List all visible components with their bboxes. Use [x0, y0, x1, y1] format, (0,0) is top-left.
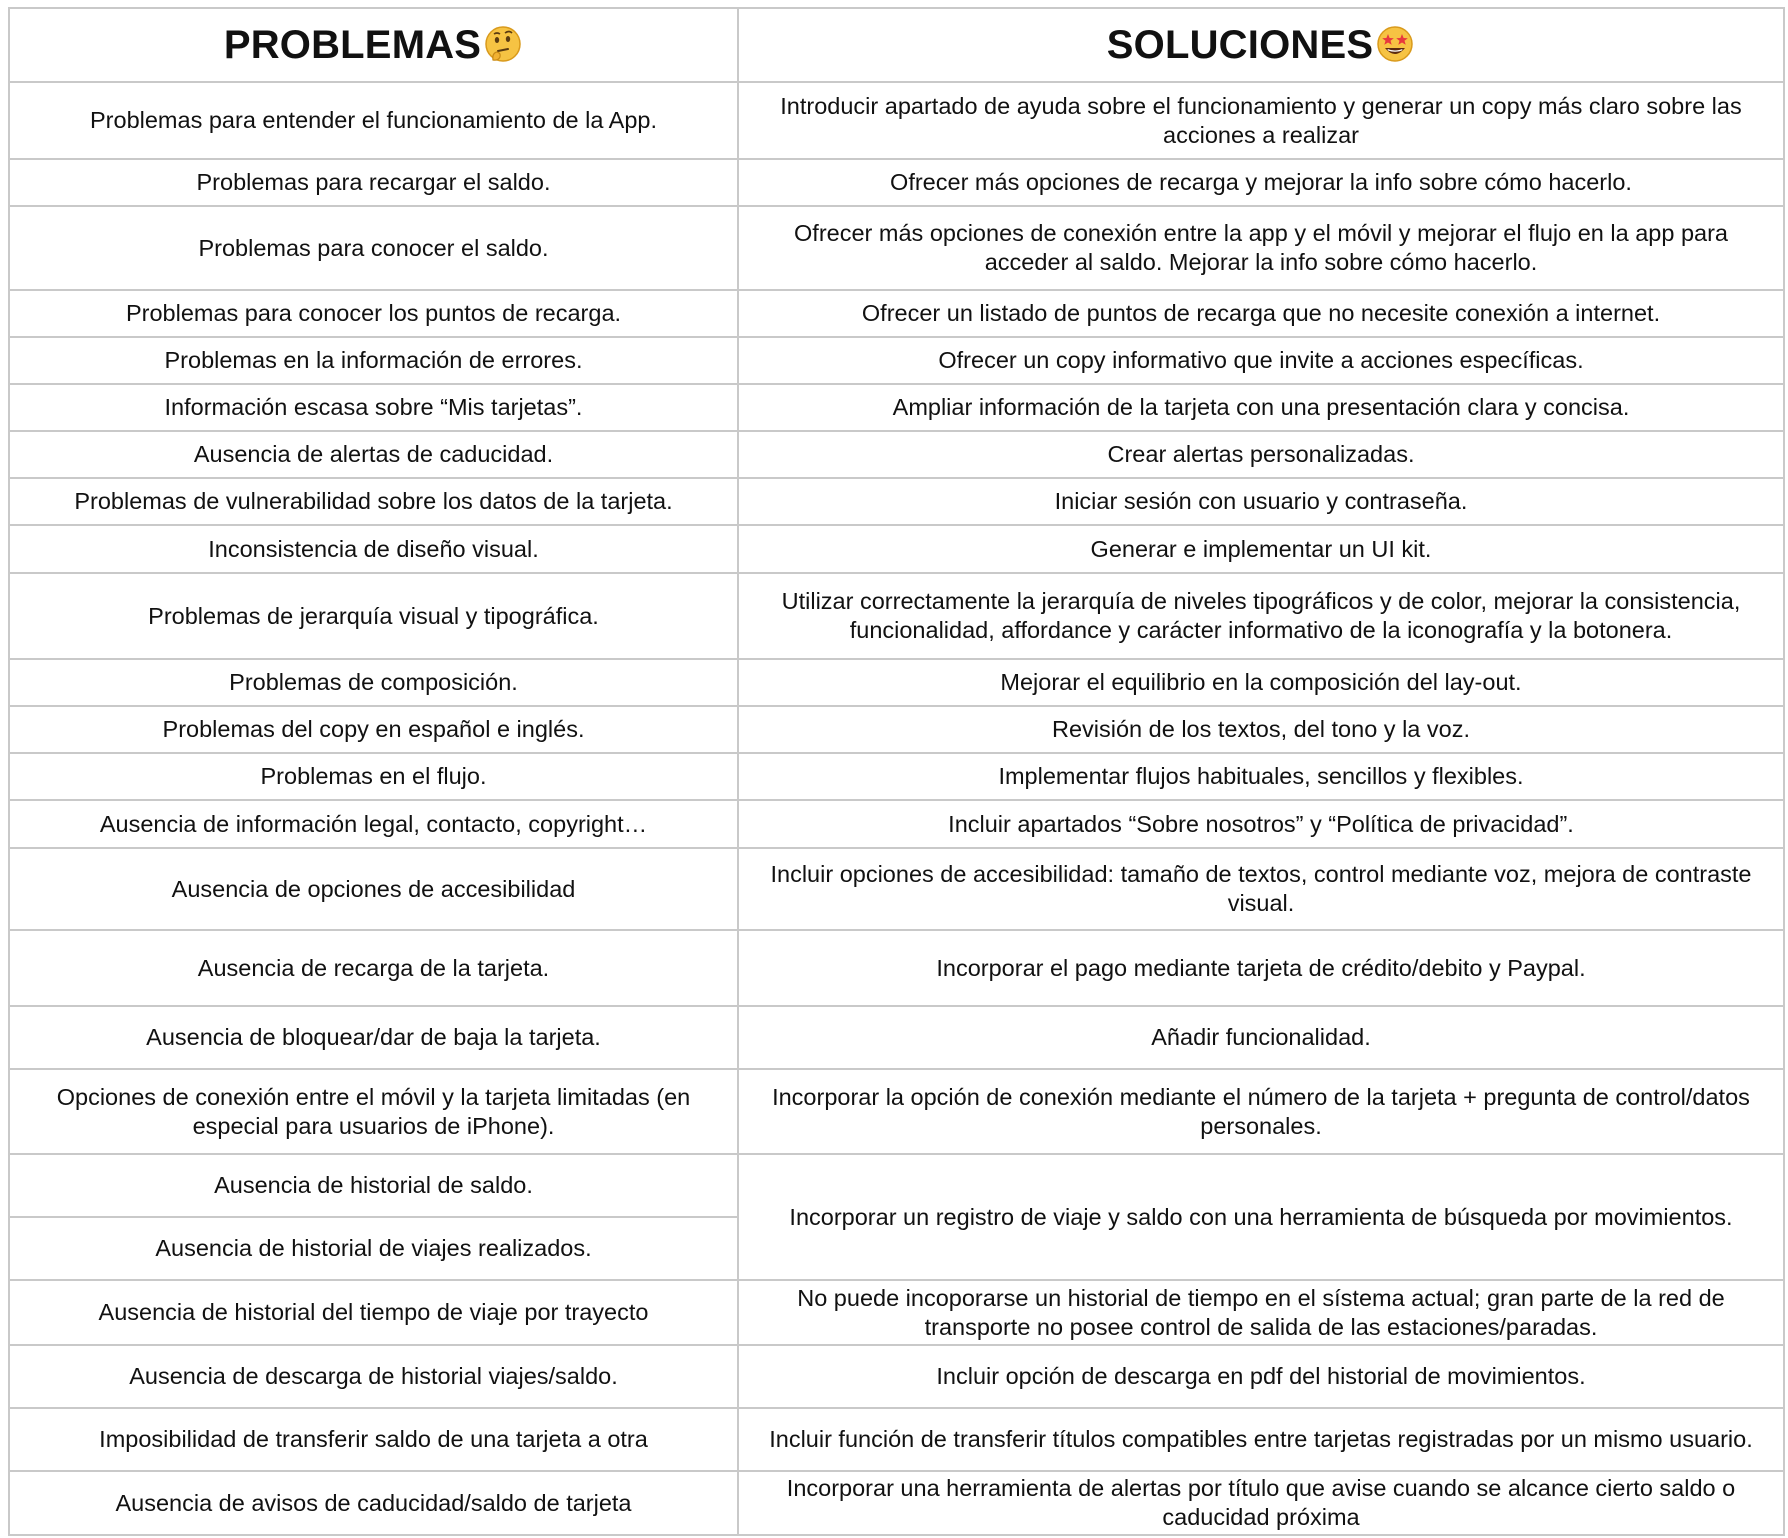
problems-solutions-table-container — [8, 7, 1783, 1536]
table-row — [9, 82, 1784, 159]
solution-cell: Incluir función de transferir títulos compatibles entre tarjetas registradas por un mismo usuario. — [738, 1408, 1784, 1471]
table-row — [9, 753, 1784, 800]
solution-cell: Ofrecer más opciones de recarga y mejorar la info sobre cómo hacerlo. — [738, 159, 1784, 206]
solution-cell: Ofrecer más opciones de conexión entre la app y el móvil y mejorar el flujo en la app para acceder al saldo. Mejorar la info sobre cómo hacerlo. — [738, 206, 1784, 290]
header-soluciones-label: SOLUCIONES — [1106, 23, 1374, 67]
problem-cell: Información escasa sobre “Mis tarjetas”. — [9, 384, 738, 431]
problem-cell: Problemas para recargar el saldo. — [9, 159, 738, 206]
solution-cell: No puede incoporarse un historial de tiempo en el sístema actual; gran parte de la red de transporte no posee control de salida de las estaciones/paradas. — [738, 1280, 1784, 1345]
solution-cell: Ofrecer un copy informativo que invite a acciones específicas. — [738, 337, 1784, 384]
problem-cell: Problemas en la información de errores. — [9, 337, 738, 384]
table-row — [9, 206, 1784, 290]
problem-cell: Ausencia de alertas de caducidad. — [9, 431, 738, 478]
solution-cell: Incorporar el pago mediante tarjeta de crédito/debito y Paypal. — [738, 930, 1784, 1006]
table-row — [9, 573, 1784, 659]
table-row — [9, 478, 1784, 525]
table-row — [9, 337, 1784, 384]
problem-cell: Ausencia de recarga de la tarjeta. — [9, 930, 738, 1006]
table-row — [9, 1280, 1784, 1345]
solution-cell-merged: Incorporar un registro de viaje y saldo con una herramienta de búsqueda por movimientos. — [738, 1154, 1784, 1280]
solution-cell: Revisión de los textos, del tono y la voz. — [738, 706, 1784, 753]
table-row — [9, 1345, 1784, 1408]
problem-cell: Problemas en el flujo. — [9, 753, 738, 800]
problem-cell: Problemas del copy en español e inglés. — [9, 706, 738, 753]
header-soluciones — [738, 8, 1784, 82]
table-row — [9, 159, 1784, 206]
table-row — [9, 706, 1784, 753]
table-header-row — [9, 8, 1784, 82]
problem-cell: Imposibilidad de transferir saldo de una tarjeta a otra — [9, 1408, 738, 1471]
solution-cell: Incorporar una herramienta de alertas por título que avise cuando se alcance cierto saldo o caducidad próxima — [738, 1471, 1784, 1535]
table-row — [9, 1069, 1784, 1154]
solution-cell: Generar e implementar un UI kit. — [738, 525, 1784, 573]
solution-cell: Ofrecer un listado de puntos de recarga que no necesite conexión a internet. — [738, 290, 1784, 337]
table-row — [9, 290, 1784, 337]
table-row — [9, 1471, 1784, 1535]
table-row — [9, 384, 1784, 431]
problem-cell: Problemas de vulnerabilidad sobre los datos de la tarjeta. — [9, 478, 738, 525]
problem-cell: Ausencia de historial de saldo. — [9, 1154, 738, 1217]
problem-cell: Problemas de jerarquía visual y tipográfica. — [9, 573, 738, 659]
problem-cell: Ausencia de opciones de accesibilidad — [9, 848, 738, 930]
solution-cell: Incluir opción de descarga en pdf del historial de movimientos. — [738, 1345, 1784, 1408]
table-row — [9, 431, 1784, 478]
problem-cell: Problemas para conocer el saldo. — [9, 206, 738, 290]
solution-cell: Utilizar correctamente la jerarquía de niveles tipográficos y de color, mejorar la consistencia, funcionalidad, affordance y carácter informativo de la iconografía y la botonera. — [738, 573, 1784, 659]
solution-cell: Implementar flujos habituales, sencillos y flexibles. — [738, 753, 1784, 800]
table-row — [9, 1408, 1784, 1471]
thinking-face-icon — [483, 24, 523, 66]
table-row — [9, 1006, 1784, 1069]
problems-solutions-table — [8, 7, 1785, 1536]
solution-cell: Añadir funcionalidad. — [738, 1006, 1784, 1069]
problem-cell: Ausencia de bloquear/dar de baja la tarjeta. — [9, 1006, 738, 1069]
table-row — [9, 930, 1784, 1006]
problem-cell: Ausencia de historial del tiempo de viaje por trayecto — [9, 1280, 738, 1345]
solution-cell: Incluir opciones de accesibilidad: tamaño de textos, control mediante voz, mejora de contraste visual. — [738, 848, 1784, 930]
solution-cell: Ampliar información de la tarjeta con una presentación clara y concisa. — [738, 384, 1784, 431]
solution-cell: Incluir apartados “Sobre nosotros” y “Política de privacidad”. — [738, 800, 1784, 848]
header-problemas — [9, 8, 738, 82]
problem-cell: Ausencia de historial de viajes realizados. — [9, 1217, 738, 1280]
problem-cell: Problemas para conocer los puntos de recarga. — [9, 290, 738, 337]
star-struck-face-icon — [1375, 24, 1415, 66]
solution-cell: Iniciar sesión con usuario y contraseña. — [738, 478, 1784, 525]
table-row — [9, 800, 1784, 848]
header-problemas-label: PROBLEMAS — [223, 23, 482, 67]
problem-cell: Ausencia de información legal, contacto, copyright… — [9, 800, 738, 848]
solution-cell: Crear alertas personalizadas. — [738, 431, 1784, 478]
table-row — [9, 525, 1784, 573]
problem-cell: Problemas para entender el funcionamiento de la App. — [9, 82, 738, 159]
table-row — [9, 848, 1784, 930]
problem-cell: Opciones de conexión entre el móvil y la tarjeta limitadas (en especial para usuarios de iPhone). — [9, 1069, 738, 1154]
problem-cell: Problemas de composición. — [9, 659, 738, 706]
solution-cell: Introducir apartado de ayuda sobre el funcionamiento y generar un copy más claro sobre las acciones a realizar — [738, 82, 1784, 159]
problem-cell: Inconsistencia de diseño visual. — [9, 525, 738, 573]
problem-cell: Ausencia de avisos de caducidad/saldo de tarjeta — [9, 1471, 738, 1535]
solution-cell: Incorporar la opción de conexión mediante el número de la tarjeta + pregunta de control/datos personales. — [738, 1069, 1784, 1154]
table-row — [9, 659, 1784, 706]
table-row — [9, 1154, 1784, 1217]
solution-cell: Mejorar el equilibrio en la composición del lay-out. — [738, 659, 1784, 706]
problem-cell: Ausencia de descarga de historial viajes/saldo. — [9, 1345, 738, 1408]
